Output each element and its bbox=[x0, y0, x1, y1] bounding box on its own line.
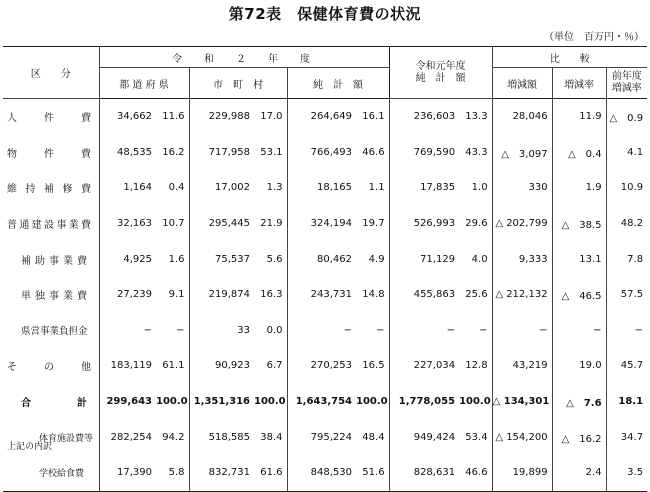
municipality-amount-cell: 33 bbox=[189, 313, 254, 349]
change-rate-cell: △ 46.5 bbox=[552, 277, 606, 313]
row-label bbox=[3, 241, 99, 277]
table-body bbox=[3, 99, 647, 492]
net-total-share-cell: 48.4 bbox=[362, 431, 385, 443]
net-total-share-cell: 4.9 bbox=[368, 253, 385, 265]
header-prev-rate-line2: 増減率 bbox=[611, 83, 642, 94]
change-amount-cell: − bbox=[492, 313, 552, 349]
row-label-char: 業 bbox=[63, 255, 73, 267]
change-rate-cell: 2.4 bbox=[552, 455, 606, 491]
row-label-char: 費 bbox=[81, 184, 91, 196]
header-municipality: 市 町 村 bbox=[189, 68, 287, 99]
prev-year-rate-cell: 4.1 bbox=[606, 135, 647, 171]
net-total-amount-cell: 848,530 bbox=[287, 455, 356, 491]
table-row bbox=[3, 135, 647, 171]
header-prev-rate bbox=[606, 68, 647, 99]
municipality-share-cell: 61.6 bbox=[254, 455, 287, 491]
net-total-amount-cell: 243,731 bbox=[287, 277, 356, 313]
prev-year-amount-cell: 71,129 bbox=[389, 241, 459, 277]
prefecture-amount-cell: 282,254 bbox=[99, 419, 156, 455]
table-row bbox=[3, 455, 647, 491]
page-title: 第72表 保健体育費の状況 bbox=[228, 5, 422, 23]
municipality-amount-cell: 229,988 bbox=[189, 99, 254, 135]
header-r1-line1: 令和元年度 bbox=[415, 60, 466, 72]
row-label-text bbox=[7, 109, 91, 124]
row-label-char: 事 bbox=[56, 220, 67, 232]
row-label-char: 修 bbox=[62, 184, 73, 196]
change-rate-cell: △ 0.4 bbox=[552, 135, 606, 171]
net-total-amount-cell: 795,224 bbox=[287, 419, 356, 455]
prev-year-share-cell: 4.0 bbox=[471, 253, 488, 265]
header-prefecture: 都 道 府 県 bbox=[99, 68, 189, 99]
row-label-char: の bbox=[44, 362, 54, 374]
change-amount-cell: △ 212,132 bbox=[492, 277, 552, 313]
row-label-char: 建 bbox=[31, 220, 42, 232]
prefecture-amount-cell: 27,239 bbox=[99, 277, 156, 313]
net-total-share-cell: 1.1 bbox=[368, 182, 385, 194]
row-label-char: 他 bbox=[81, 362, 91, 374]
net-total-share-cell: 51.6 bbox=[356, 455, 389, 491]
table-row bbox=[3, 313, 647, 349]
row-label-char: そ bbox=[7, 362, 17, 374]
net-total-share-cell: 16.1 bbox=[362, 111, 385, 123]
municipality-share-cell: 21.9 bbox=[260, 218, 283, 230]
change-rate-cell: − bbox=[552, 313, 606, 349]
municipality-amount-cell: 1,351,316 bbox=[189, 384, 254, 420]
row-label-char: 業 bbox=[63, 291, 73, 303]
municipality-share-cell: 5.6 bbox=[266, 253, 283, 265]
prev-year-share-cell: 53.4 bbox=[465, 431, 488, 443]
row-label-char: 持 bbox=[25, 184, 36, 196]
net-total-share-cell: − bbox=[376, 324, 385, 336]
prev-year-amount-cell: 769,590 bbox=[389, 135, 459, 171]
prefecture-share-cell: 9.1 bbox=[168, 289, 185, 301]
prev-year-rate-cell: 7.8 bbox=[606, 241, 647, 277]
row-label-char: 合 bbox=[21, 398, 31, 410]
prev-year-rate-cell: 34.7 bbox=[606, 419, 647, 455]
prefecture-amount-cell: 48,535 bbox=[99, 135, 156, 171]
prev-year-rate-cell: 45.7 bbox=[606, 348, 647, 384]
change-rate-cell: △ 7.6 bbox=[552, 384, 606, 420]
row-label-text: 体育施設費等 bbox=[39, 433, 94, 444]
row-label-char: 維 bbox=[7, 184, 17, 196]
row-label-text bbox=[21, 287, 87, 302]
row-label-char: 費 bbox=[81, 113, 91, 125]
prefecture-share-cell: 1.6 bbox=[168, 253, 185, 265]
municipality-share-cell: 1.3 bbox=[266, 182, 283, 194]
sub-group-label: 上記の内訳 bbox=[7, 441, 53, 452]
row-label-char: 補 bbox=[21, 255, 31, 267]
change-rate-cell: 13.1 bbox=[552, 241, 606, 277]
row-label-text bbox=[7, 145, 91, 160]
municipality-amount-cell: 17,002 bbox=[189, 170, 254, 206]
municipality-amount-cell: 717,958 bbox=[189, 135, 254, 171]
row-label-char: 費 bbox=[77, 255, 87, 267]
prefecture-amount-cell: 1,164 bbox=[99, 170, 156, 206]
row-label-char: 事 bbox=[49, 255, 59, 267]
prev-year-amount-cell: 236,603 bbox=[389, 99, 459, 135]
municipality-share-cell: 53.1 bbox=[260, 146, 283, 158]
row-label-char: 費 bbox=[77, 291, 87, 303]
prefecture-share-cell: 61.1 bbox=[162, 360, 185, 372]
header-r1-line2: 純 計 額 bbox=[415, 72, 466, 84]
header-r2-group: 令 和 ２ 年 度 bbox=[99, 47, 389, 68]
prefecture-amount-cell: 4,925 bbox=[99, 241, 156, 277]
prev-year-share-cell: 29.6 bbox=[465, 218, 488, 230]
table-row bbox=[3, 170, 647, 206]
change-amount-cell: 43,219 bbox=[492, 348, 552, 384]
change-amount-cell: 28,046 bbox=[492, 99, 552, 135]
row-label-char: 事 bbox=[49, 291, 59, 303]
prev-year-share-cell: 25.6 bbox=[465, 289, 488, 301]
row-label-char: 人 bbox=[7, 113, 17, 125]
prev-year-rate-cell: 10.9 bbox=[606, 170, 647, 206]
municipality-share-cell: 16.3 bbox=[260, 289, 283, 301]
net-total-amount-cell: 18,165 bbox=[287, 170, 356, 206]
prev-year-share-cell: 12.8 bbox=[465, 360, 488, 372]
table-row bbox=[3, 384, 647, 420]
header-compare: 比 較 bbox=[492, 47, 647, 68]
prefecture-share-cell: − bbox=[176, 324, 185, 336]
municipality-amount-cell: 518,585 bbox=[189, 419, 254, 455]
row-label bbox=[3, 348, 99, 384]
table-row bbox=[3, 241, 647, 277]
net-total-amount-cell: 264,649 bbox=[287, 99, 356, 135]
municipality-amount-cell: 75,537 bbox=[189, 241, 254, 277]
table-row bbox=[3, 206, 647, 242]
net-total-amount-cell: 324,194 bbox=[287, 206, 356, 242]
header-category: 区 分 bbox=[3, 47, 99, 99]
row-label-text bbox=[7, 180, 91, 195]
net-total-share-cell: 16.5 bbox=[362, 360, 385, 372]
header-r1-net bbox=[389, 47, 492, 99]
row-label-text bbox=[7, 216, 91, 231]
net-total-share-cell: 19.7 bbox=[362, 218, 385, 230]
row-label bbox=[3, 99, 99, 135]
unit-note: （単位 百万円・％） bbox=[544, 32, 644, 43]
row-label-char: 件 bbox=[44, 113, 54, 125]
municipality-share-cell: 100.0 bbox=[254, 396, 286, 408]
table-row bbox=[3, 419, 647, 455]
row-label-char: 独 bbox=[35, 291, 45, 303]
net-total-share-cell: 14.8 bbox=[362, 289, 385, 301]
net-total-amount-cell: 270,253 bbox=[287, 348, 356, 384]
prev-year-amount-cell: 455,863 bbox=[389, 277, 459, 313]
prefecture-amount-cell: 34,662 bbox=[99, 99, 156, 135]
prev-year-rate-cell: 57.5 bbox=[606, 277, 647, 313]
prev-year-rate-cell: 48.2 bbox=[606, 206, 647, 242]
row-label bbox=[3, 170, 99, 206]
net-total-amount-cell: 1,643,754 bbox=[287, 384, 356, 420]
row-label-char: 通 bbox=[19, 220, 30, 232]
municipality-amount-cell: 295,445 bbox=[189, 206, 254, 242]
row-label-char: 費 bbox=[81, 148, 91, 160]
row-label-text bbox=[21, 394, 87, 409]
municipality-amount-cell: 90,923 bbox=[189, 348, 254, 384]
prev-year-share-cell: 46.6 bbox=[459, 455, 492, 491]
row-label bbox=[3, 277, 99, 313]
row-label-char: 単 bbox=[21, 291, 31, 303]
change-amount-cell: △ 202,799 bbox=[492, 206, 552, 242]
prev-year-amount-cell: 227,034 bbox=[389, 348, 459, 384]
row-label-char: 物 bbox=[7, 148, 17, 160]
row-label-char: 件 bbox=[44, 148, 54, 160]
row-label bbox=[3, 384, 99, 420]
change-rate-cell: △ 38.5 bbox=[552, 206, 606, 242]
table-row bbox=[3, 99, 647, 135]
municipality-amount-cell: 832,731 bbox=[189, 455, 254, 491]
prefecture-amount-cell: − bbox=[99, 313, 156, 349]
prev-year-rate-cell: 3.5 bbox=[606, 455, 647, 491]
prev-year-share-cell: 100.0 bbox=[459, 396, 491, 408]
change-rate-cell: 1.9 bbox=[552, 170, 606, 206]
row-label-text bbox=[7, 358, 91, 373]
prev-year-amount-cell: 828,631 bbox=[389, 455, 459, 491]
row-label-char: 業 bbox=[68, 220, 79, 232]
change-rate-cell: 19.0 bbox=[552, 348, 606, 384]
header-net-total: 純 計 額 bbox=[287, 68, 389, 99]
prefecture-share-cell: 10.7 bbox=[162, 218, 185, 230]
row-label-char: 助 bbox=[35, 255, 45, 267]
prefecture-share-cell: 11.6 bbox=[162, 111, 185, 123]
prev-year-share-cell: − bbox=[479, 324, 488, 336]
prev-year-amount-cell: 949,424 bbox=[389, 419, 459, 455]
change-amount-cell: 330 bbox=[492, 170, 552, 206]
municipality-share-cell: 17.0 bbox=[260, 111, 283, 123]
change-amount-cell: 9,333 bbox=[492, 241, 552, 277]
header-change-rate: 増減率 bbox=[552, 68, 606, 99]
prefecture-share-cell: 94.2 bbox=[162, 431, 185, 443]
change-amount-cell: △ 154,200 bbox=[492, 419, 552, 455]
row-label-text: 学校給食費 bbox=[39, 469, 85, 480]
row-label-char: 補 bbox=[44, 184, 54, 196]
change-rate-cell: 11.9 bbox=[552, 99, 606, 135]
prefecture-share-cell: 5.8 bbox=[156, 455, 189, 491]
prev-year-amount-cell: 526,993 bbox=[389, 206, 459, 242]
prefecture-share-cell: 100.0 bbox=[156, 396, 188, 408]
prefecture-amount-cell: 183,119 bbox=[99, 348, 156, 384]
prev-year-amount-cell: − bbox=[389, 313, 459, 349]
row-label-text: 県営事業負担金 bbox=[21, 326, 88, 338]
prev-year-rate-cell: △ 0.9 bbox=[606, 99, 647, 135]
row-label-char: 設 bbox=[43, 220, 54, 232]
change-amount-cell: 19,899 bbox=[492, 455, 552, 491]
net-total-share-cell: 46.6 bbox=[362, 146, 385, 158]
health-sports-expense-table bbox=[3, 46, 647, 492]
row-label-char: 費 bbox=[80, 220, 91, 232]
table-row bbox=[3, 348, 647, 384]
row-label bbox=[3, 455, 99, 491]
net-total-share-cell: 100.0 bbox=[356, 396, 388, 408]
header-change-amount: 増減額 bbox=[492, 68, 552, 99]
prev-year-share-cell: 1.0 bbox=[471, 182, 488, 194]
net-total-amount-cell: 766,493 bbox=[287, 135, 356, 171]
prev-year-rate-cell: 18.1 bbox=[606, 384, 647, 420]
header-prev-rate-line1: 前年度 bbox=[611, 71, 642, 82]
change-amount-cell: △ 134,301 bbox=[492, 384, 552, 420]
net-total-amount-cell: − bbox=[287, 313, 356, 349]
change-amount-cell: △ 3,097 bbox=[492, 135, 552, 171]
row-label bbox=[3, 206, 99, 242]
prev-year-rate-cell: − bbox=[606, 313, 647, 349]
row-label-text bbox=[21, 252, 87, 267]
row-label bbox=[3, 135, 99, 171]
prefecture-share-cell: 0.4 bbox=[168, 182, 185, 194]
change-rate-cell: △ 16.2 bbox=[552, 419, 606, 455]
prev-year-share-cell: 43.3 bbox=[465, 146, 488, 158]
row-label bbox=[3, 419, 99, 455]
municipality-share-cell: 6.7 bbox=[266, 360, 283, 372]
prev-year-amount-cell: 17,835 bbox=[389, 170, 459, 206]
prev-year-share-cell: 13.3 bbox=[465, 111, 488, 123]
prefecture-amount-cell: 32,163 bbox=[99, 206, 156, 242]
row-label-char: 普 bbox=[7, 220, 17, 232]
prev-year-amount-cell: 1,778,055 bbox=[389, 384, 459, 420]
municipality-share-cell: 0.0 bbox=[266, 324, 283, 336]
row-label bbox=[3, 313, 99, 349]
municipality-amount-cell: 219,874 bbox=[189, 277, 254, 313]
municipality-share-cell: 38.4 bbox=[260, 431, 283, 443]
row-label-char: 計 bbox=[77, 398, 87, 410]
net-total-amount-cell: 80,462 bbox=[287, 241, 356, 277]
prefecture-share-cell: 16.2 bbox=[162, 146, 185, 158]
prefecture-amount-cell: 299,643 bbox=[99, 384, 156, 420]
table-row bbox=[3, 277, 647, 313]
prefecture-amount-cell: 17,390 bbox=[99, 455, 156, 491]
